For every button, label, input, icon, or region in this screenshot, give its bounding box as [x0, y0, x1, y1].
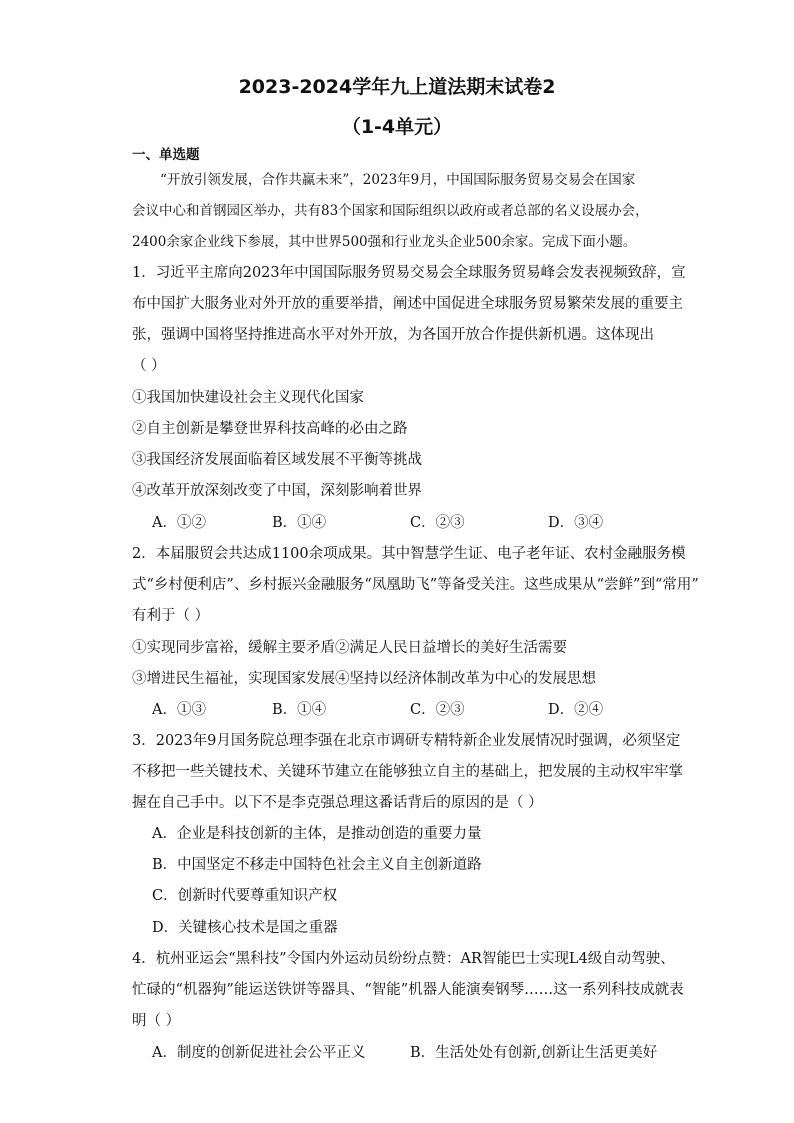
statement: ④改革开放深刻改变了中国，深刻影响着世界	[132, 483, 422, 499]
question-stem-line: 有利于（ ）	[132, 608, 210, 624]
question-stem-line: 布中国扩大服务业对外开放的重要举措，阐述中国促进全球服务贸易繁荣发展的重要主	[132, 296, 683, 312]
option-b[interactable]: B．①④	[272, 515, 327, 531]
option-b[interactable]: B．中国坚定不移走中国特色社会主义自主创新道路	[152, 857, 482, 873]
answer-options	[0, 513, 794, 533]
option-d[interactable]: D．关键核心技术是国之重器	[152, 920, 338, 936]
question-stem-line: 式“乡村便利店”、乡村振兴金融服务“凤凰助飞”等备受关注。这些成果从“尝鲜”到“常用”	[132, 577, 699, 593]
statement: ②自主创新是攀登世界科技高峰的必由之路	[132, 421, 408, 437]
option-b[interactable]: B．①④	[272, 702, 327, 718]
question-stem-line: 握在自己手中。以下不是李克强总理这番话背后的原因的是（ ）	[132, 795, 543, 811]
question-stem-line: 2．本届服贸会共达成1100余项成果。其中智慧学生证、电子老年证、农村金融服务模	[132, 546, 686, 562]
section-label: 一、单选题	[132, 147, 200, 163]
option-a[interactable]: A．企业是科技创新的主体，是推动创造的重要力量	[152, 826, 482, 842]
option-d[interactable]: D．②④	[548, 702, 604, 718]
exam-subtitle: （1-4单元）	[341, 116, 453, 138]
statement: ③我国经济发展面临着区域发展不平衡等挑战	[132, 452, 422, 468]
question-stem-line: 4．杭州亚运会“黑科技”令国内外运动员纷纷点赞：AR智能巴士实现L4级自动驾驶、	[132, 951, 675, 967]
question-stem-line: 3．2023年9月国务院总理李强在北京市调研专精特新企业发展情况时强调，必须坚定	[132, 733, 681, 749]
question-stem-line: 忙碌的“机器狗”能运送铁饼等器具、“智能”机器人能演奏钢琴……这一系列科技成就表	[132, 982, 684, 998]
option-d[interactable]: D．③④	[548, 515, 604, 531]
answer-options	[0, 700, 794, 720]
question-stem-line: 1．习近平主席向2023年中国国际服务贸易交易会全球服务贸易峰会发表视频致辞，宣	[132, 265, 686, 281]
option-c[interactable]: C．②③	[410, 515, 465, 531]
option-b[interactable]: B．生活处处有创新,创新让生活更美好	[410, 1045, 658, 1061]
question-stem-line: 明（ ）	[132, 1013, 181, 1029]
statement: ③增进民生福祉，实现国家发展④坚持以经济体制改革为中心的发展思想	[132, 671, 596, 687]
statement: ①实现同步富裕，缓解主要矛盾②满足人民日益增长的美好生活需要	[132, 640, 567, 656]
option-a[interactable]: A．①②	[152, 515, 206, 531]
statement: ①我国加快建设社会主义现代化国家	[132, 390, 364, 406]
question-stem-line: 张，强调中国将坚持推进高水平对外开放，为各国开放合作提供新机遇。这体现出	[132, 327, 654, 343]
intro-line: 会议中心和首钢园区举办，共有83个国家和国际组织以政府或者总部的名义设展办会，	[132, 203, 649, 219]
intro-line: “开放引领发展，合作共赢未来”，2023年9月，中国国际服务贸易交易会在国家	[160, 172, 636, 188]
answer-options	[0, 1043, 794, 1063]
question-stem-line: 不移把一些关键技术、关键环节建立在能够独立自主的基础上，把发展的主动权牢牢掌	[132, 764, 683, 780]
intro-line: 2400余家企业线下参展，其中世界500强和行业龙头企业500余家。完成下面小题。	[132, 234, 637, 250]
option-a[interactable]: A．制度的创新促进社会公平正义	[152, 1045, 366, 1061]
option-a[interactable]: A．①③	[152, 702, 206, 718]
exam-title: 2023-2024学年九上道法期末试卷2	[238, 76, 556, 98]
option-c[interactable]: C．②③	[410, 702, 465, 718]
option-c[interactable]: C．创新时代要尊重知识产权	[152, 888, 338, 904]
question-stem-line: （ ）	[132, 358, 166, 374]
